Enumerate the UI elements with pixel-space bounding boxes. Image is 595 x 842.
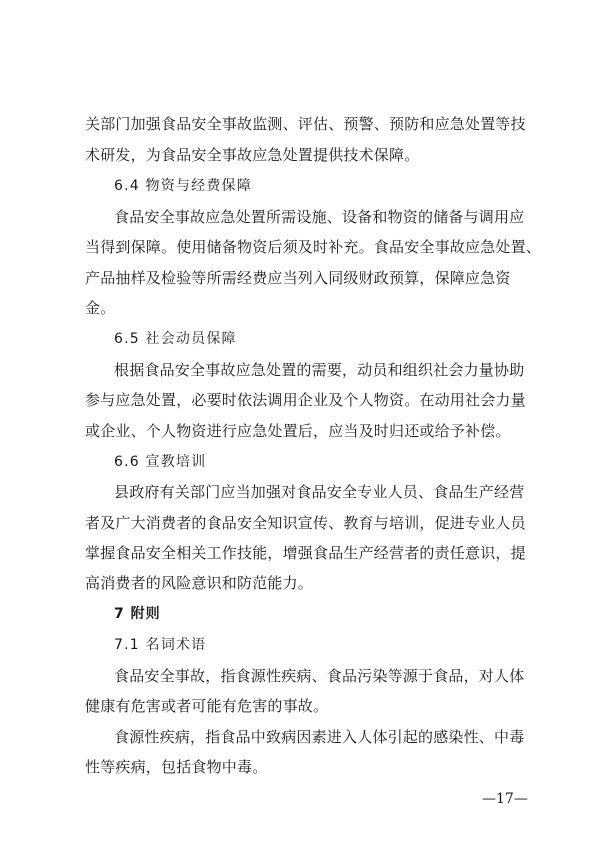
paragraph-line: 关部门加强食品安全事故监测、评估、预警、预防和应急处置等技 [85,115,526,133]
section-heading-7-1: 7.1 名词术语 [114,637,207,653]
paragraph-line: 者及广大消费者的食品安全知识宣传、教育与培训，促进专业人员 [85,514,526,532]
paragraph-line: 县政府有关部门应当加强对食品安全专业人员、食品生产经营 [114,483,525,501]
paragraph-line: 高消费者的风险意识和防范能力。 [85,574,314,592]
paragraph-line: 术研发，为食品安全事故应急处置提供技术保障。 [85,146,420,164]
paragraph-line: 或企业、个人物资进行应急处置后，应当及时归还或给予补偿。 [85,422,511,440]
section-heading-6-6: 6.6 宣教培训 [114,454,207,470]
paragraph-line: 食品安全事故，指食源性疾病、食品污染等源于食品，对人体 [114,667,525,685]
paragraph-line: 食品安全事故应急处置所需设施、设备和物资的储备与调用应 [114,208,525,226]
page-number: —17— [482,791,528,807]
paragraph-line: 产品抽样及检验等所需经费应当列入同级财政预算，保障应急资 [85,269,511,287]
section-heading-6-4: 6.4 物资与经费保障 [114,178,252,194]
section-heading-7: 7 附则 [114,606,161,622]
paragraph-line: 食源性疾病，指食品中致病因素进入人体引起的感染性、中毒 [114,728,525,746]
paragraph-line: 当得到保障。使用储备物资后须及时补充。食品安全事故应急处置、 [85,238,542,256]
paragraph-line: 金。 [85,299,116,317]
paragraph-line: 掌握食品安全相关工作技能，增强食品生产经营者的责任意识，提 [85,544,526,562]
paragraph-line: 参与应急处置，必要时依法调用企业及个人物资。在动用社会力量 [85,391,526,409]
section-heading-6-5: 6.5 社会动员保障 [114,331,237,347]
paragraph-line: 根据食品安全事故应急处置的需要，动员和组织社会力量协助 [114,361,525,379]
paragraph-line: 健康有危害或者可能有危害的事故。 [85,697,329,715]
paragraph-line: 性等疾病，包括食物中毒。 [85,758,268,776]
